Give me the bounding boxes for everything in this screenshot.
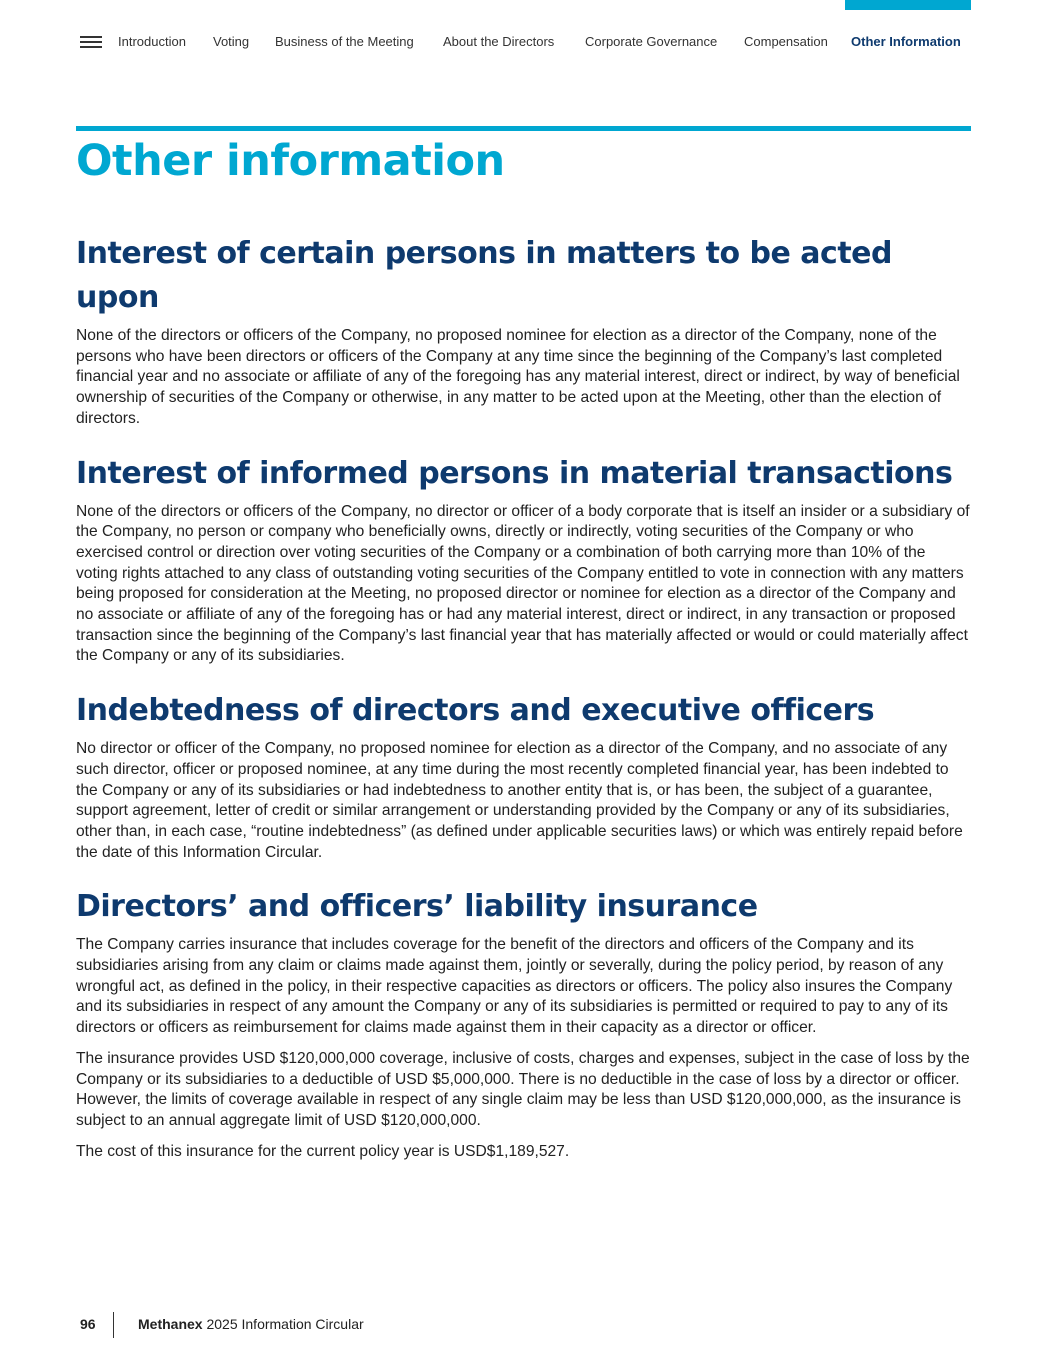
footer-doc-label [138,1316,364,1332]
page-footer [80,1312,680,1338]
nav-item-business-of-the-meeting[interactable]: Business of the Meeting [275,34,414,49]
section-liability-insurance [76,885,971,1162]
page-title: Other information [76,136,505,186]
nav-item-voting[interactable]: Voting [213,34,250,49]
main-content [76,232,971,1184]
page-number: 96 [80,1316,96,1332]
section-heading: Indebtedness of directors and executive officers [76,693,875,729]
footer-doc-title: 2025 Information Circular [206,1316,364,1332]
section-indebtedness [76,689,971,863]
section-paragraph: None of the directors or officers of the Company, no proposed nominee for election as a director of the Company, none of the persons who have been directors or officers of the Company at any time since the beginning of the Company’s last completed financial year and no associate or affiliate of any of the foregoing has any material interest, direct or indirect, by way of beneficial ownership of securities of the Company or otherwise, in any matter to be acted upon at the Meeting, other than the election of directors. [76,327,960,427]
section-heading: Interest of informed persons in material transactions [76,455,953,491]
nav-item-introduction[interactable]: Introduction [118,34,186,49]
section-paragraph: The Company carries insurance that includes coverage for the benefit of the directors and officers of the Company and its subsidiaries arising from any claim or claims made against them, jointly or severally, during the policy period, by reason of any wrongful act, as defined in the policy, in their respective capacities as directors or officers. The policy also insures the Company and its subsidiaries in respect of any amount the Company or any of its subsidiaries is permitted or required to pay to any of its directors or officers as reimbursement for claims made against them in their capacity as a director or officer. [76,936,953,1037]
active-tab-indicator [845,0,971,10]
top-navigation [80,32,980,52]
section-heading: Directors’ and officers’ liability insurance [76,889,758,925]
section-paragraph: The insurance provides USD $120,000,000 coverage, inclusive of costs, charges and expenses, subject in the case of loss by the Company or its subsidiaries to a deductible of USD $5,000,000. There is no deductible in the case of loss by a director or officer. However, the limits of coverage available in respect of any single claim may be less than USD $120,000,000, as the insurance is subject to an annual aggregate limit of USD $120,000,000. [76,1049,970,1129]
section-paragraph: The cost of this insurance for the current policy year is USD$1,189,527. [76,1142,570,1160]
hamburger-menu-icon[interactable] [80,36,102,50]
section-paragraph: No director or officer of the Company, no proposed nominee for election as a director of the Company, and no associate of any such director, officer or proposed nominee, at any time during the most recently completed financial year, has been indebted to the Company or any of its subsidiaries or had indebtedness to another entity that is, or has been, the subject of a guarantee, support agreement, letter of credit or similar arrangement or understanding provided by the Company or any of its subsidiaries, other than, in each case, “routine indebtedness” (as defined under applicable securities laws) or which was entirely repaid before the date of this Information Circular. [76,740,963,861]
section-interest-of-informed-persons [76,452,971,668]
footer-brand: Methanex [138,1316,203,1332]
section-interest-of-certain-persons [76,232,971,430]
title-rule [76,126,971,131]
nav-item-compensation[interactable]: Compensation [744,34,828,49]
section-heading: Interest of certain persons in matters to be acted upon [76,236,892,315]
footer-divider [113,1312,114,1338]
nav-item-about-the-directors[interactable]: About the Directors [443,34,555,49]
section-paragraph: None of the directors or officers of the Company, no director or officer of a body corporate that is itself an insider or a subsidiary of the Company, no person or company who beneficially owns, directly or indirectly, voting securities of the Company or who exercised control or direction over voting securities of the Company or a combination of both carrying more than 10% of the voting rights attached to any class of outstanding voting securities of the Company entitled to vote in connection with any matters being proposed for consideration at the Meeting, no proposed director or nominee for election as a director of the Company and no associate or affiliate of any of the foregoing has or had any material interest, direct or indirect, in any transaction or proposed transaction since the beginning of the Company’s last financial year that has materially affected or would or could materially affect the Company or any of its subsidiaries. [76,502,970,665]
nav-item-other-information[interactable]: Other Information [851,34,961,49]
nav-item-corporate-governance[interactable]: Corporate Governance [585,34,718,49]
